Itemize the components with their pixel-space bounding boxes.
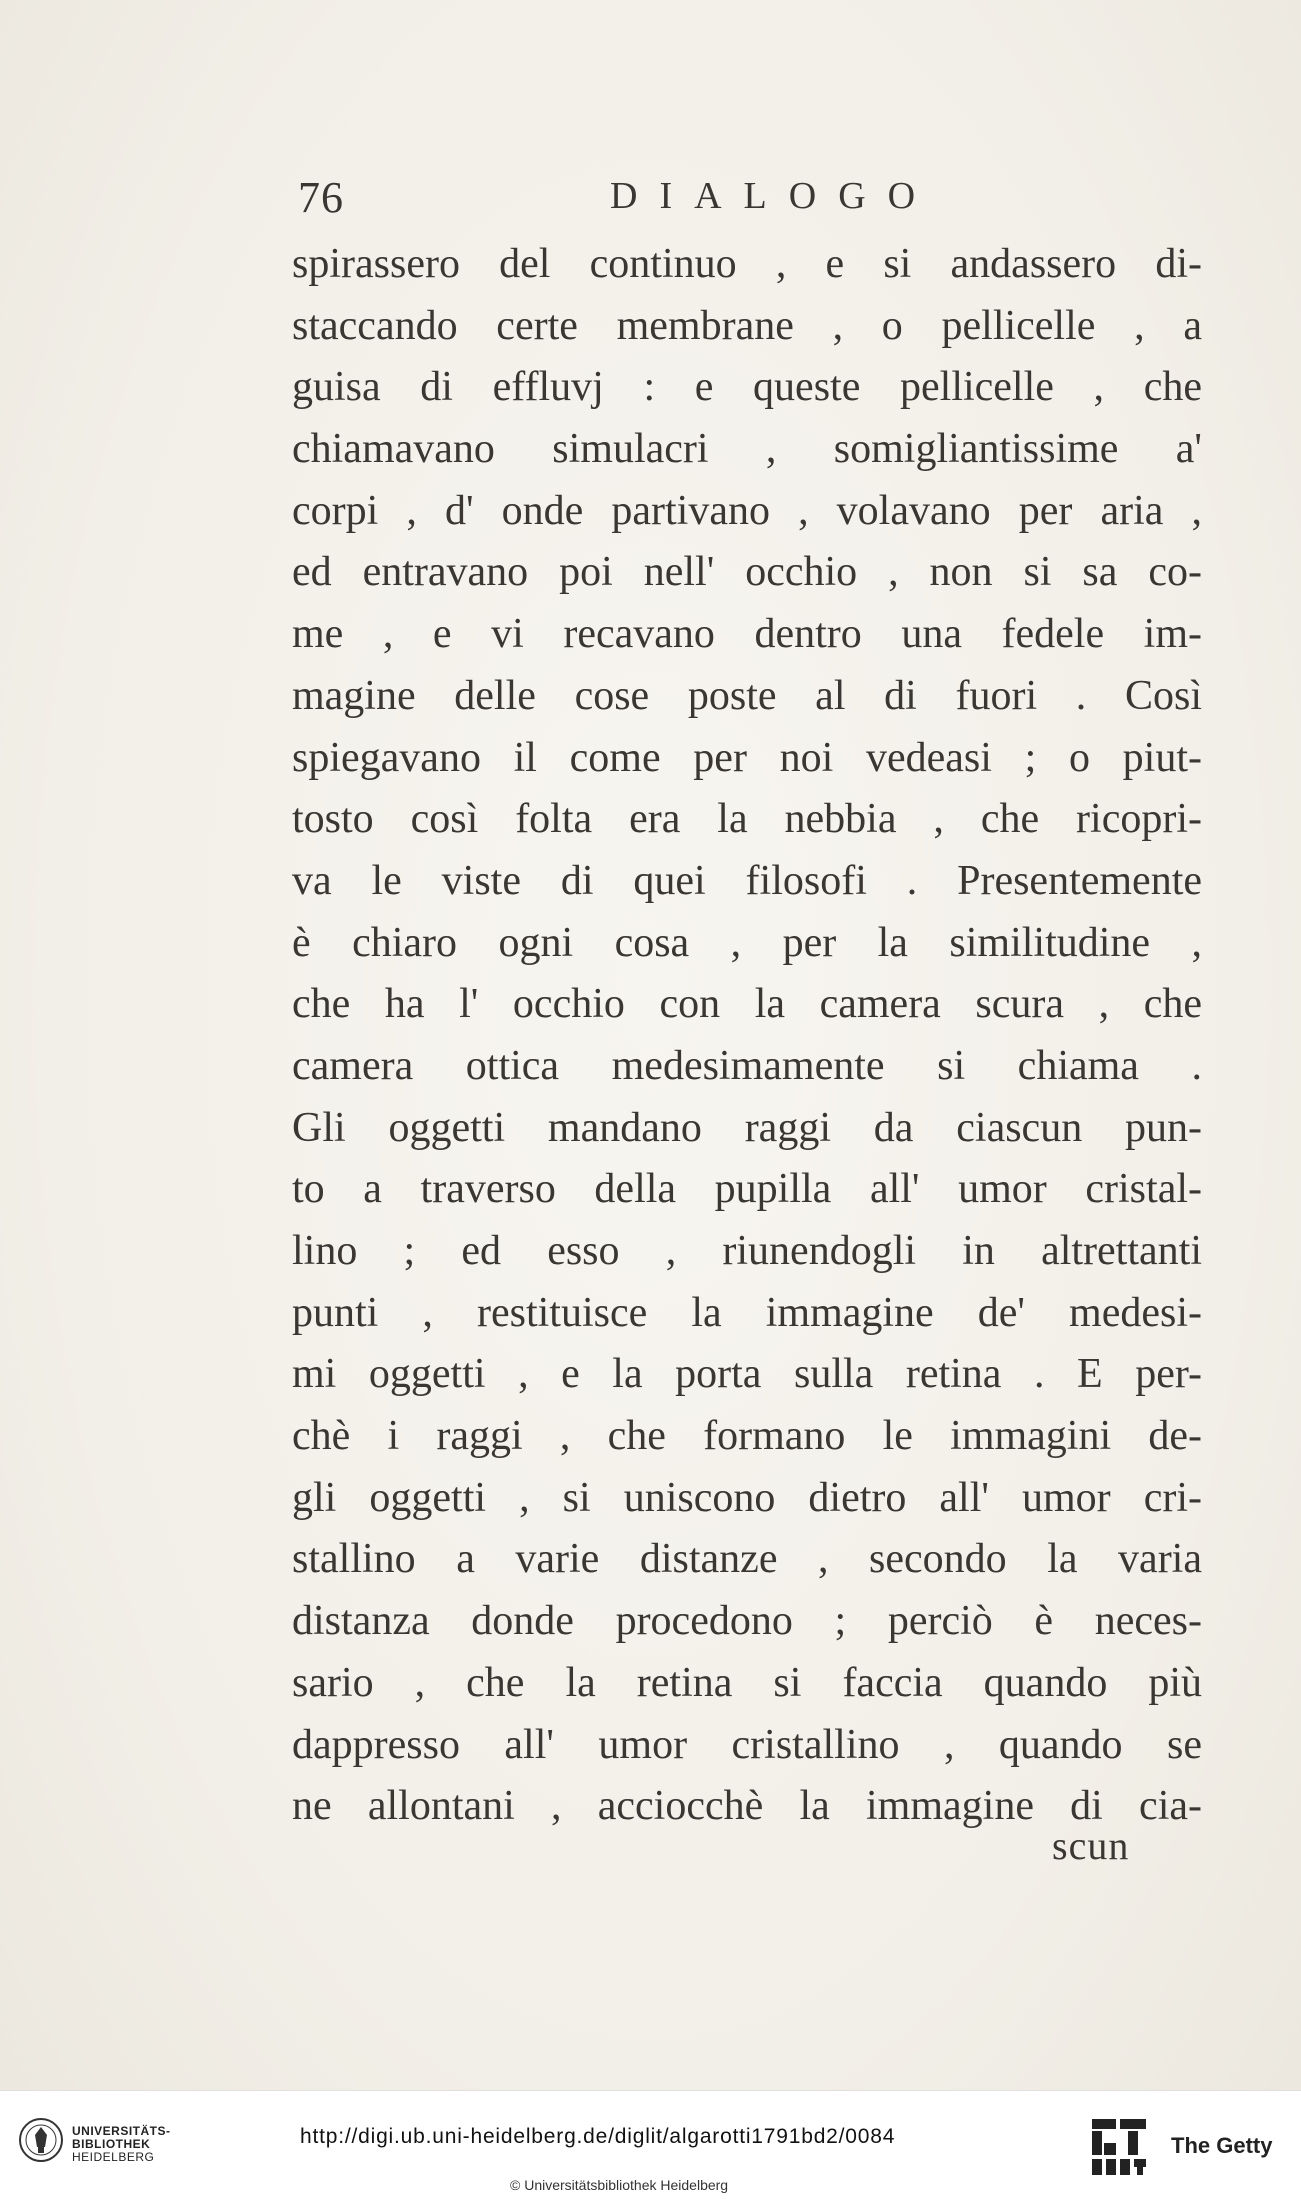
text-line: magine delle cose poste al di fuori . Così: [292, 672, 1202, 719]
digitization-footer: [0, 2090, 1301, 2199]
text-line: ed entravano poi nell' occhio , non si sa co-: [292, 549, 1202, 596]
institution-line-3: HEIDELBERG: [72, 2150, 155, 2164]
catchword: scun: [1052, 1823, 1130, 1868]
text-line: spirassero del continuo , e si andassero di-: [292, 241, 1202, 287]
text-line: lino ; ed esso , riunendogli in altrettanti: [292, 1228, 1202, 1274]
text-line: ne allontani , acciocchè la immagine di cia-: [292, 1783, 1202, 1830]
text-line: chiamavano simulacri , somigliantissime a': [292, 426, 1202, 473]
text-line: va le viste di quei filosofi . Presentemente: [292, 857, 1202, 904]
copyright-notice: © Universitätsbibliothek Heidelberg: [510, 2177, 729, 2193]
text-line: guisa di effluvj : e queste pellicelle , che: [292, 364, 1202, 411]
text-line: dappresso all' umor cristallino , quando se: [292, 1721, 1202, 1768]
text-line: è chiaro ogni cosa , per la similitudine ,: [292, 919, 1202, 966]
text-line: stallino a varie distanze , secondo la varia: [292, 1536, 1202, 1583]
text-line: sario , che la retina si faccia quando più: [292, 1659, 1202, 1706]
text-line: corpi , d' onde partivano , volavano per aria ,: [292, 487, 1202, 534]
text-line: to a traverso della pupilla all' umor cristal-: [292, 1166, 1202, 1213]
text-line: gli oggetti , si uniscono dietro all' umor cri-: [292, 1474, 1202, 1521]
text-line: spiegavano il come per noi vedeasi ; o piut-: [292, 734, 1202, 781]
text-line: punti , restituisce la immagine de' medesi-: [292, 1289, 1202, 1336]
partner-name: The Getty: [1171, 2133, 1273, 2158]
institution-line-2: BIBLIOTHEK: [72, 2137, 151, 2151]
text-line: chè i raggi , che formano le immagini de-: [292, 1413, 1202, 1460]
text-line: tosto così folta era la nebbia , che ricopri-: [292, 796, 1202, 843]
text-line: camera ottica medesimamente si chiama .: [292, 1042, 1202, 1089]
text-line: che ha l' occhio con la camera scura , che: [292, 981, 1202, 1028]
permalink-url[interactable]: http://digi.ub.uni-heidelberg.de/diglit/algarotti1791bd2/0084: [300, 2125, 896, 2148]
text-line: Gli oggetti mandano raggi da ciascun pun-: [292, 1104, 1202, 1151]
institution-line-1: UNIVERSITÄTS-: [72, 2124, 171, 2138]
text-line: distanza donde procedono ; perciò è neces-: [292, 1598, 1202, 1645]
getty-logo-icon: [1090, 2117, 1150, 2177]
page-header: [298, 172, 1018, 228]
page-number: 76: [298, 173, 344, 222]
text-line: staccando certe membrane , o pellicelle , a: [292, 302, 1202, 349]
text-line: me , e vi recavano dentro una fedele im-: [292, 611, 1202, 658]
text-line: mi oggetti , e la porta sulla retina . E per-: [292, 1351, 1202, 1398]
heidelberg-university-seal-icon: [18, 2117, 64, 2163]
institution-name: [72, 2125, 171, 2164]
running-title: DIALOGO: [610, 175, 938, 217]
body-text: [292, 234, 1202, 1838]
